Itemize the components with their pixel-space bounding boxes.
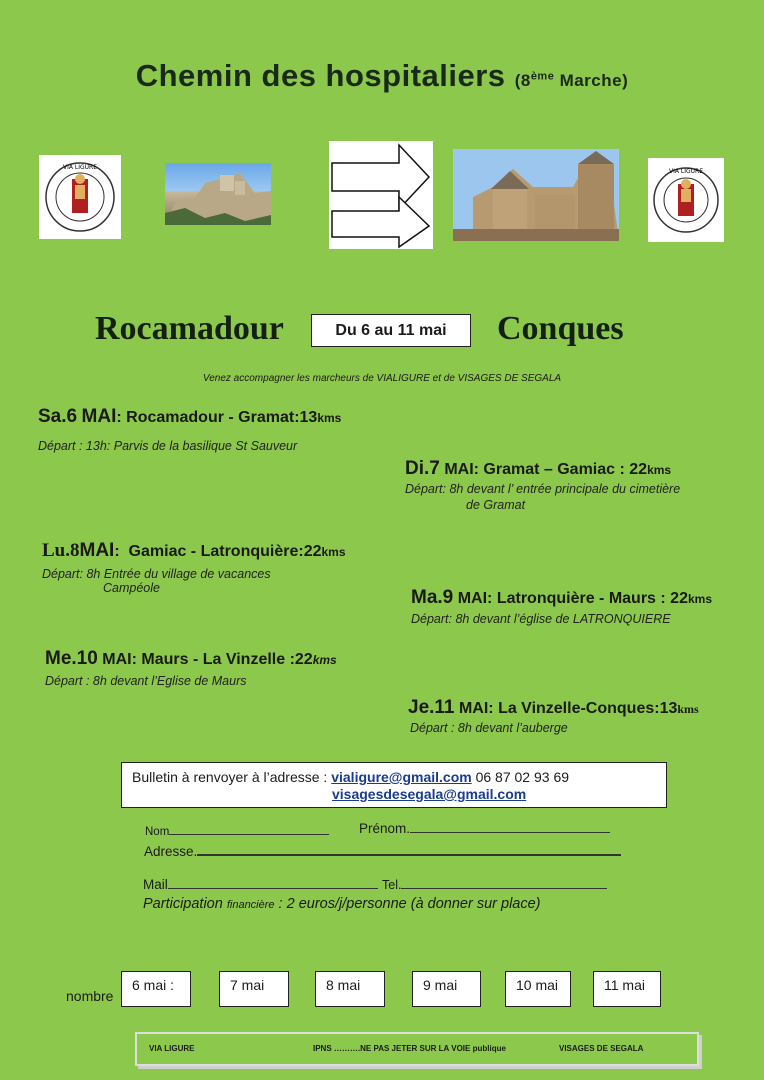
page-title: Chemin des hospitaliers (8ème Marche) (135, 58, 629, 93)
nombre-box-7-mai[interactable]: 7 mai (219, 971, 289, 1007)
arrows-image (329, 141, 433, 249)
route-from: Rocamadour (95, 310, 284, 347)
nombre-box-6-mai[interactable]: 6 mai : (121, 971, 191, 1007)
logo-left (39, 155, 121, 239)
stage-2-depart: Départ: 8h devant l’ entrée principale du cimetière (405, 482, 681, 496)
stage-5-title: Me.10 MAI: Maurs - La Vinzelle :22kms (45, 648, 337, 669)
stage-3-depart: Départ: 8h Entrée du village de vacances (42, 567, 271, 581)
tel-field[interactable]: Tel. (382, 876, 607, 892)
email-visages-link[interactable]: visagesdesegala@gmail.com (332, 786, 527, 802)
stage-2-title: Di.7 MAI: Gramat – Gamiac : 22kms (405, 458, 672, 479)
nombre-box-10-mai[interactable]: 10 mai (505, 971, 571, 1007)
svg-text:VIA LIGURE: VIA LIGURE (669, 168, 703, 175)
prenom-field[interactable]: Prénom. (359, 820, 610, 836)
nombre-box-8-mai[interactable]: 8 mai (315, 971, 385, 1007)
nombre-label: nombre (66, 988, 114, 1004)
stage-2-depart-2: de Gramat (466, 498, 526, 512)
conques-photo (453, 149, 619, 241)
footer-bar (135, 1032, 699, 1066)
stage-3-depart-2: Campéole (103, 581, 160, 595)
stage-6-depart: Départ : 8h devant l’auberge (410, 721, 568, 735)
stage-3-title: Lu.8MAI: Gamiac - Latronquière:22kms (42, 540, 346, 561)
bulletin-box: Bulletin à renvoyer à l’adresse : vialigure@gmail.com 06 87 02 93 69 visagesdesegala@gmail.com (121, 762, 667, 808)
footer-right: VISAGES DE SEGALA (559, 1044, 644, 1053)
route-to: Conques (497, 310, 624, 347)
nombre-box-11-mai[interactable]: 11 mai (593, 971, 661, 1007)
footer-center: IPNS ……….NE PAS JETER SUR LA VOIE publique (313, 1044, 506, 1053)
stage-4-title: Ma.9 MAI: Latronquière - Maurs : 22kms (411, 587, 712, 608)
stage-5-depart: Départ : 8h devant l’Eglise de Maurs (45, 674, 247, 688)
stage-6-title: Je.11 MAI: La Vinzelle-Conques:13kms (408, 697, 699, 718)
nom-field[interactable]: Nom (145, 822, 329, 838)
footer-left: VIA LIGURE (149, 1044, 195, 1053)
stage-4-depart: Départ: 8h devant l’église de LATRONQUIERE (411, 612, 671, 626)
participation-text: Participation financière : 2 euros/j/personne (à donner sur place) (143, 896, 541, 912)
mail-field[interactable]: Mail (143, 876, 378, 892)
svg-text:VIA LIGURE: VIA LIGURE (63, 164, 97, 171)
nombre-box-9-mai[interactable]: 9 mai (412, 971, 481, 1007)
adresse-field[interactable]: Adresse. (144, 842, 621, 859)
intro-text: Venez accompagner les marcheurs de VIALIGURE et de VISAGES DE SEGALA (202, 373, 562, 384)
stage-1-title: Sa.6 MAI: Rocamadour - Gramat:13kms (38, 406, 342, 427)
logo-right (648, 158, 724, 242)
route-dates: Du 6 au 11 mai (311, 314, 471, 347)
stage-1-depart: Départ : 13h: Parvis de la basilique St Sauveur (38, 439, 298, 453)
email-vialigure-link[interactable]: vialigure@gmail.com (331, 769, 472, 785)
rocamadour-photo (165, 163, 271, 225)
